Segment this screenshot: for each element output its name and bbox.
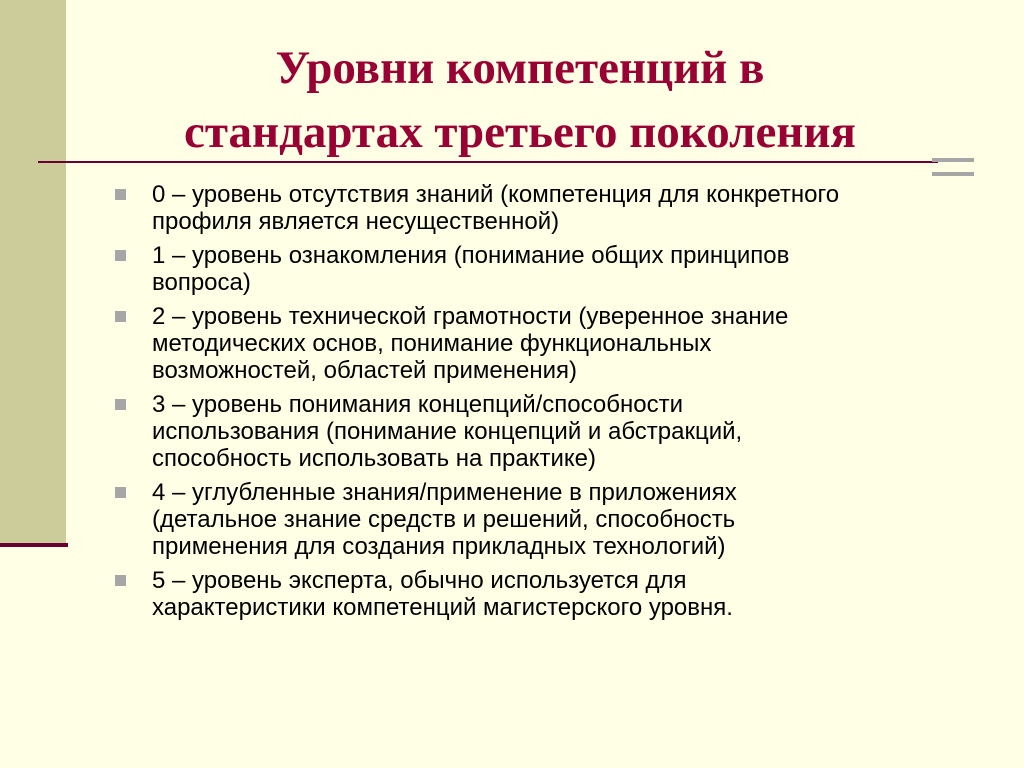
bullet-item-level-5 (115, 567, 995, 621)
square-bullet-icon (115, 575, 126, 586)
square-bullet-icon (115, 250, 126, 261)
bullet-item-level-2 (115, 303, 995, 384)
title-rule-accent (932, 172, 974, 176)
slide-title-line: Уровни компетенций в (275, 42, 765, 94)
bullet-line: 4 – углубленные знания/применение в приложениях (152, 479, 737, 506)
bullet-line: использования (понимание концепций и абстракций, (152, 418, 743, 445)
bullet-line: 2 – уровень технической грамотности (уверенное знание (152, 303, 789, 330)
bullet-line: 5 – уровень эксперта, обычно используется для (152, 567, 687, 594)
bullet-line: возможностей, областей применения) (152, 357, 577, 384)
left-band-rule (0, 543, 68, 547)
bullet-item-level-0 (115, 181, 995, 235)
square-bullet-icon (115, 189, 126, 200)
bullet-item-level-4 (115, 479, 995, 560)
bullet-line: способность использовать на практике) (152, 445, 596, 472)
bullet-item-level-1 (115, 242, 995, 296)
title-rule-accent (932, 158, 974, 162)
square-bullet-icon (115, 311, 126, 322)
title-underline-rule (38, 161, 938, 163)
bullet-line: вопроса) (152, 269, 251, 296)
slide-title-line: стандартах третьего поколения (184, 106, 856, 158)
bullet-line: (детальное знание средств и решений, способность (152, 506, 736, 533)
bullet-line: применения для создания прикладных технологий) (152, 533, 726, 560)
bullet-line: характеристики компетенций магистерского уровня. (152, 594, 733, 621)
bullet-line: 1 – уровень ознакомления (понимание общих принципов (152, 242, 790, 269)
bullet-line: профиля является несущественной) (152, 208, 560, 235)
bullet-list (115, 181, 995, 628)
bullet-line: 0 – уровень отсутствия знаний (компетенция для конкретного (152, 181, 840, 208)
bullet-line: методических основ, понимание функциональных (152, 330, 712, 357)
slide-title (40, 36, 1000, 164)
square-bullet-icon (115, 487, 126, 498)
bullet-item-level-3 (115, 391, 995, 472)
bullet-line: 3 – уровень понимания концепций/способности (152, 391, 684, 418)
square-bullet-icon (115, 399, 126, 410)
